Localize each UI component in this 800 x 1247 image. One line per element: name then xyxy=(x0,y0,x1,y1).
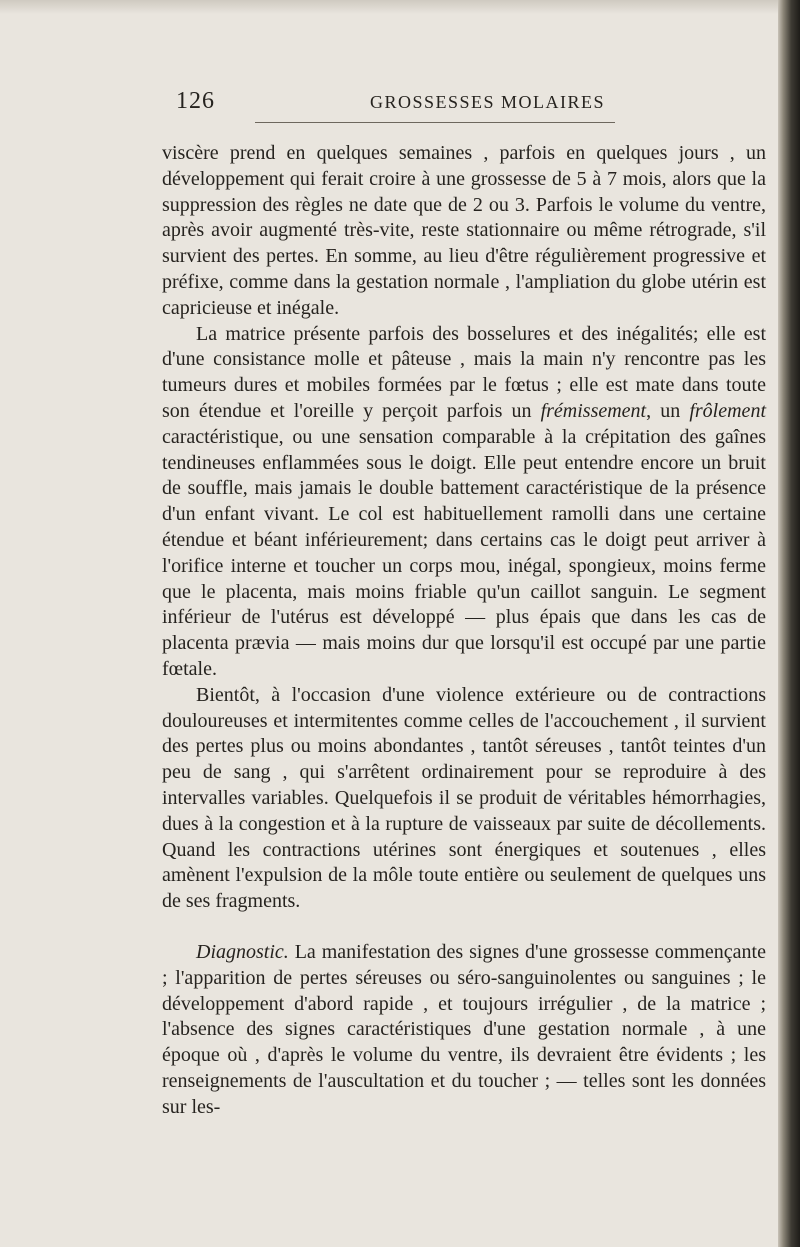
paragraph-2 xyxy=(162,322,766,683)
running-title: GROSSESSES MOLAIRES xyxy=(370,92,606,112)
page-binding-edge xyxy=(778,0,800,1247)
paragraph-4 xyxy=(162,940,766,1121)
header-rule xyxy=(255,122,615,123)
paragraph-2-text-a: La matrice présente parfois des bosselures et des inégalités; elle est d'une consistance molle et pâteuse , mais la main n'y rencontre pas les tumeurs dures et mobiles formées par le fœtus ; elle est mate dans toute son étendue et l'oreille y perçoit parfois un xyxy=(162,322,766,422)
paragraph-2-text-b: , un xyxy=(646,399,690,422)
italic-term-fremissement: frémissement xyxy=(540,399,647,422)
italic-term-frolement: frôlement xyxy=(689,399,766,422)
section-heading-diagnostic: Diagnostic. xyxy=(196,940,289,963)
page-top-shadow xyxy=(0,0,800,14)
paragraph-1: viscère prend en quelques semaines , parfois en quelques jours , un développement qui ferait croire à une grossesse de 5 à 7 mois, alors que la suppression des règles ne date que de 2 ou 3. Parfois le volume du ventre, après avoir augmenté très-vite, reste stationnaire ou même rétrograde, s'il survient des pertes. En somme, au lieu d'être régulièrement progressive et préfixe, comme dans la gestation normale , l'ampliation du globe utérin est capricieuse et inégale. xyxy=(162,142,766,319)
paragraph-4-text: La manifestation des signes d'une grossesse commençante ; l'apparition de pertes séreuses ou séro-sanguinolentes ou sanguines ; le développement d'abord rapide , et toujours irrégulier , de la matrice ; l'absence des signes caractéristiques d'une gestation normale , à une époque où , d'après le volume du ventre, ils devraient être évidents ; les renseignements de l'auscultation et du toucher ; — telles sont les données sur les- xyxy=(162,940,766,1118)
paragraph-2-text-c: caractéristique, ou une sensation comparable à la crépitation des gaînes tendineuses enflammées sous le doigt. Elle peut entendre encore un bruit de souffle, mais jamais le double battement caractéristique de la présence d'un enfant vivant. Le col est habituellement ramolli dans une certaine étendue et béant inférieurement; dans certains cas le doigt peut arriver à l'orifice interne et toucher un corps mou, inégal, spongieux, moins ferme que le placenta, mais moins friable qu'un caillot sanguin. Le segment inférieur de l'utérus est développé — plus épais que dans les cas de placenta prævia — mais moins dur que lorsqu'il est occupé par une partie fœtale. xyxy=(162,425,766,680)
paragraph-3: Bientôt, à l'occasion d'une violence extérieure ou de contractions douloureuses et intermitentes comme celles de l'accouchement , il survient des pertes plus ou moins abondantes , tantôt séreuses , tantôt teintes d'un peu de sang , qui s'arrêtent ordinairement pour se reproduire à des intervalles variables. Quelquefois il se produit de véritables hémorrhagies, dues à la congestion et à la rupture de vaisseaux par suite de décollements. Quand les contractions utérines sont énergiques et soutenues , elles amènent l'expulsion de la môle toute entière ou seulement de quelques uns de ses fragments. xyxy=(162,683,766,913)
body-text xyxy=(162,141,766,1120)
page-number: 126 xyxy=(176,88,215,114)
